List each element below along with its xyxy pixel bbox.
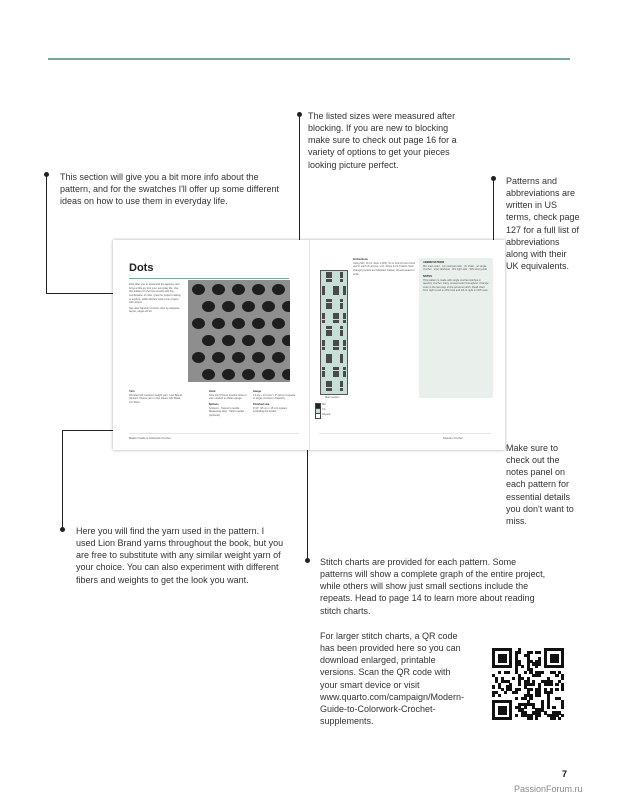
callout-notes-panel (506, 442, 578, 533)
leader-line (307, 440, 308, 560)
qr-module (498, 671, 501, 674)
chart-cell (329, 279, 332, 282)
qr-module (552, 717, 555, 720)
notes-head: NOTES (423, 274, 432, 278)
qr-module (538, 674, 541, 677)
spread-notions-text: Scissors · Tapestry needle · Measuring tape · Stitch marker (optional) (209, 406, 245, 417)
qr-module (524, 706, 527, 709)
callout-yarn-text: Here you will find the yarn used in the pattern. I used Lion Brand yarns throughout the book, but you are free to substitute with any similar weight yarn of your choice. You can also experiment with different fibers and weights to get the look you want. (76, 526, 284, 585)
notes-panel (419, 258, 493, 398)
spread-yarn-block (129, 390, 183, 405)
qr-module (492, 685, 495, 688)
qr-module (504, 711, 507, 714)
qr-module (529, 651, 532, 654)
dots-swatch-photo (188, 280, 290, 382)
page-number: 7 (562, 769, 568, 779)
qr-module (550, 683, 553, 686)
spread-spine (309, 240, 310, 450)
qr-module (529, 717, 532, 720)
qr-module (529, 697, 532, 700)
qr-module (492, 694, 495, 697)
qr-module (529, 688, 532, 691)
swatch-dot (232, 318, 245, 329)
qr-module (561, 677, 564, 680)
legend-label-cc: CC (322, 408, 326, 411)
swatch-dot (252, 352, 265, 363)
callout-stitch-charts (320, 556, 546, 623)
top-divider (48, 58, 570, 60)
swatch-dot (242, 369, 255, 380)
qr-module (524, 671, 527, 674)
swatch-dot (212, 352, 225, 363)
qr-module (550, 691, 553, 694)
chart-cell (340, 333, 343, 336)
qr-module (538, 714, 541, 717)
chart-legend (315, 403, 355, 418)
callout-us-terms (506, 175, 580, 278)
watermark: PassionForum.ru (514, 784, 583, 794)
qr-module (506, 671, 509, 674)
swatch-dot (222, 335, 235, 346)
callout-stitch-charts-text: Stitch charts are provided for each pattern. Some patterns will show a complete graph of the entire project, while others will show just small sections include the repeats. Head to page 14 to learn more about reading stitch charts. (320, 557, 546, 616)
qr-module (555, 683, 558, 686)
notes-abbrev-block (423, 261, 489, 293)
spread-hook-head: Hook (209, 390, 216, 393)
chart-cell (336, 320, 339, 323)
swatch-dot (212, 318, 225, 329)
qr-module (541, 671, 544, 674)
notes-text: This pattern is made with single crochet stitches in tapestry crochet. Carry unused color throughout. Change color in the last step of the previous stitch. Read chart from right to left on RS rows and left to right on WS rows. (423, 278, 489, 293)
chart-cell (336, 292, 339, 295)
swatch-dot (232, 352, 245, 363)
qr-module (535, 717, 538, 720)
swatch-dot (202, 335, 215, 346)
spread-hook-text: Size I-9 (5.5mm) crochet hook or size needed to obtain gauge. (209, 393, 247, 401)
chart-cell (343, 320, 346, 323)
qr-module (538, 662, 541, 665)
chart-cell (322, 292, 325, 295)
chart-cell (322, 374, 325, 377)
spread-intro-see: See also Tapestry crochet, dots by stepwise layout, pages 20-22 (129, 306, 180, 314)
swatch-dot (262, 369, 275, 380)
swatch-dot (232, 284, 245, 295)
qr-module (515, 697, 518, 700)
spread-hook-block (209, 390, 249, 417)
swatch-dot (212, 284, 225, 295)
swatch-dot (192, 284, 205, 295)
callout-qr-info-text: For larger stitch charts, a QR code has been provided here so you can download enlarged, printable versions. Scan the QR code with your smart device or visit www.quarto.com/campaign/Modern-Guide-to-Colorwork-Crochet-supplements. (320, 631, 465, 726)
chart-cell (340, 360, 343, 363)
swatch-dot (252, 318, 265, 329)
spread-intro-text: Dots offer you to transcend the tapestry and bring a little joy into your everyday life. Use this pattern for the best results with the combination of color, great for project making to explore, while stitches work a fun project with stripes. (129, 283, 181, 305)
callout-pattern-info (60, 171, 290, 213)
chart-cell (329, 388, 332, 391)
qr-module (552, 706, 555, 709)
qr-module (498, 694, 501, 697)
swatch-dot (242, 335, 255, 346)
qr-module (504, 691, 507, 694)
qr-module (538, 651, 541, 654)
spread-notions-head: Notions (209, 402, 219, 406)
notes-abbrev-head: ABBREVIATIONS (423, 261, 445, 264)
swatch-dot (272, 318, 285, 329)
swatch-dot (192, 318, 205, 329)
spread-gauge-text: 13 sts x 14 rows = 4" (10 cm) square in single crochet in Tapestry (253, 393, 296, 401)
chart-cell (329, 333, 332, 336)
swatch-dot (262, 335, 275, 346)
callout-yarn (76, 525, 284, 592)
chart-cell (340, 388, 343, 391)
qr-module (509, 717, 512, 720)
qr-module (538, 694, 541, 697)
qr-module (555, 660, 558, 663)
swatch-dot (252, 284, 265, 295)
qr-code[interactable] (492, 648, 564, 720)
spread-yarn-head: Yarn (129, 390, 135, 393)
qr-module (518, 683, 521, 686)
swatch-dot (242, 301, 255, 312)
swatch-dot (192, 352, 205, 363)
swatch-dot (282, 301, 290, 312)
chart-cell (336, 374, 339, 377)
spread-instructions-head: Instructions (353, 258, 368, 261)
qr-module (512, 677, 515, 680)
spread-footer-left: Modern Guide to Colorwork Crochet (129, 437, 171, 440)
leader-line (62, 430, 63, 530)
spread-finished-text: 6"x6" (15 cm x 15 cm) square, excluding the border (253, 406, 288, 414)
swatch-dot (272, 284, 285, 295)
chart-cell (322, 347, 325, 350)
chart-cell (329, 360, 332, 363)
stitch-chart (320, 270, 348, 395)
qr-module (561, 706, 564, 709)
qr-module (521, 665, 524, 668)
spread-title-rule (129, 278, 289, 279)
spread-instructions-text: Using MC, ch 21. Row 1 (RS): Sc in 2nd ch from hook and in each ch across, turn. Rows 2-21: Follow chart, changing colors as indicated. Fasten off and weave in ends. (353, 261, 415, 276)
qr-module (561, 714, 564, 717)
spread-gauge-block (253, 390, 297, 414)
chart-caption: Main section (325, 396, 340, 399)
callout-notes-panel-text: Make sure to check out the notes panel on each pattern for essential details you don't want to miss. (506, 443, 574, 526)
spread-finished-head: Finished size (253, 402, 270, 406)
callout-pattern-info-text: This section will give you a bit more info about the pattern, and for the swatches I'll offer up some different ideas on how to use them in everyday life. (60, 172, 280, 207)
swatch-dot (272, 352, 285, 363)
swatch-dot (282, 369, 290, 380)
spread-instructions-block (353, 258, 415, 276)
swatch-dot (282, 335, 290, 346)
chart-cell (343, 347, 346, 350)
qr-module (509, 665, 512, 668)
swatch-dot (222, 369, 235, 380)
chart-cell (340, 279, 343, 282)
chart-cell (340, 306, 343, 309)
qr-module (555, 674, 558, 677)
spread-yarn-text: Worsted (#4 medium) weight yarn. Lion Brand Vanna's Choice yarn in two colors: MC Black, CC Silver. (129, 393, 182, 404)
book-spread-preview (113, 240, 505, 450)
leader-line (46, 175, 47, 293)
qr-module (558, 717, 561, 720)
spread-footer-rule-right (319, 433, 491, 434)
qr-module (515, 691, 518, 694)
swatch-dot (222, 301, 235, 312)
qr-module (532, 683, 535, 686)
swatch-dot (202, 369, 215, 380)
qr-module (518, 688, 521, 691)
callout-blocking (308, 110, 458, 177)
qr-module (504, 660, 507, 663)
qr-module (555, 688, 558, 691)
chart-cell (336, 347, 339, 350)
callout-us-terms-text: Patterns and abbreviations are written in US terms, check page 127 for a full list of abbreviations along with their UK equivalents. (506, 176, 580, 271)
chart-cell (322, 320, 325, 323)
spread-footer-rule-left (129, 433, 299, 434)
swatch-dot (262, 301, 275, 312)
spread-gauge-head: Gauge (253, 390, 262, 393)
notes-abbrev-text: MC main color · CC contrast color · ch chain · sc single crochet · st(s) stitch(es) · RS right side · WS wrong side (423, 264, 487, 272)
spread-intro (129, 283, 183, 314)
swatch-dot (202, 301, 215, 312)
qr-module (547, 706, 550, 709)
spread-title: Dots (129, 262, 154, 274)
chart-cell (343, 292, 346, 295)
callout-qr-info (320, 630, 470, 733)
qr-module (535, 665, 538, 668)
qr-module (561, 688, 564, 691)
chart-cell (343, 374, 346, 377)
spread-footer-right: Tapestry Crochet (443, 437, 463, 440)
chart-cell (329, 306, 332, 309)
legend-label-repeat: Repeat (322, 413, 331, 416)
callout-blocking-text: The listed sizes were measured after blocking. If you are new to blocking make sure to check out page 16 for a variety of options to get your pieces looking picture perfect. (308, 111, 457, 170)
legend-label-mc: MC (322, 403, 327, 406)
legend-item-repeat (315, 413, 355, 418)
qr-module (515, 714, 518, 717)
legend-swatch-repeat (315, 413, 321, 419)
qr-module (561, 665, 564, 668)
qr-module (518, 651, 521, 654)
